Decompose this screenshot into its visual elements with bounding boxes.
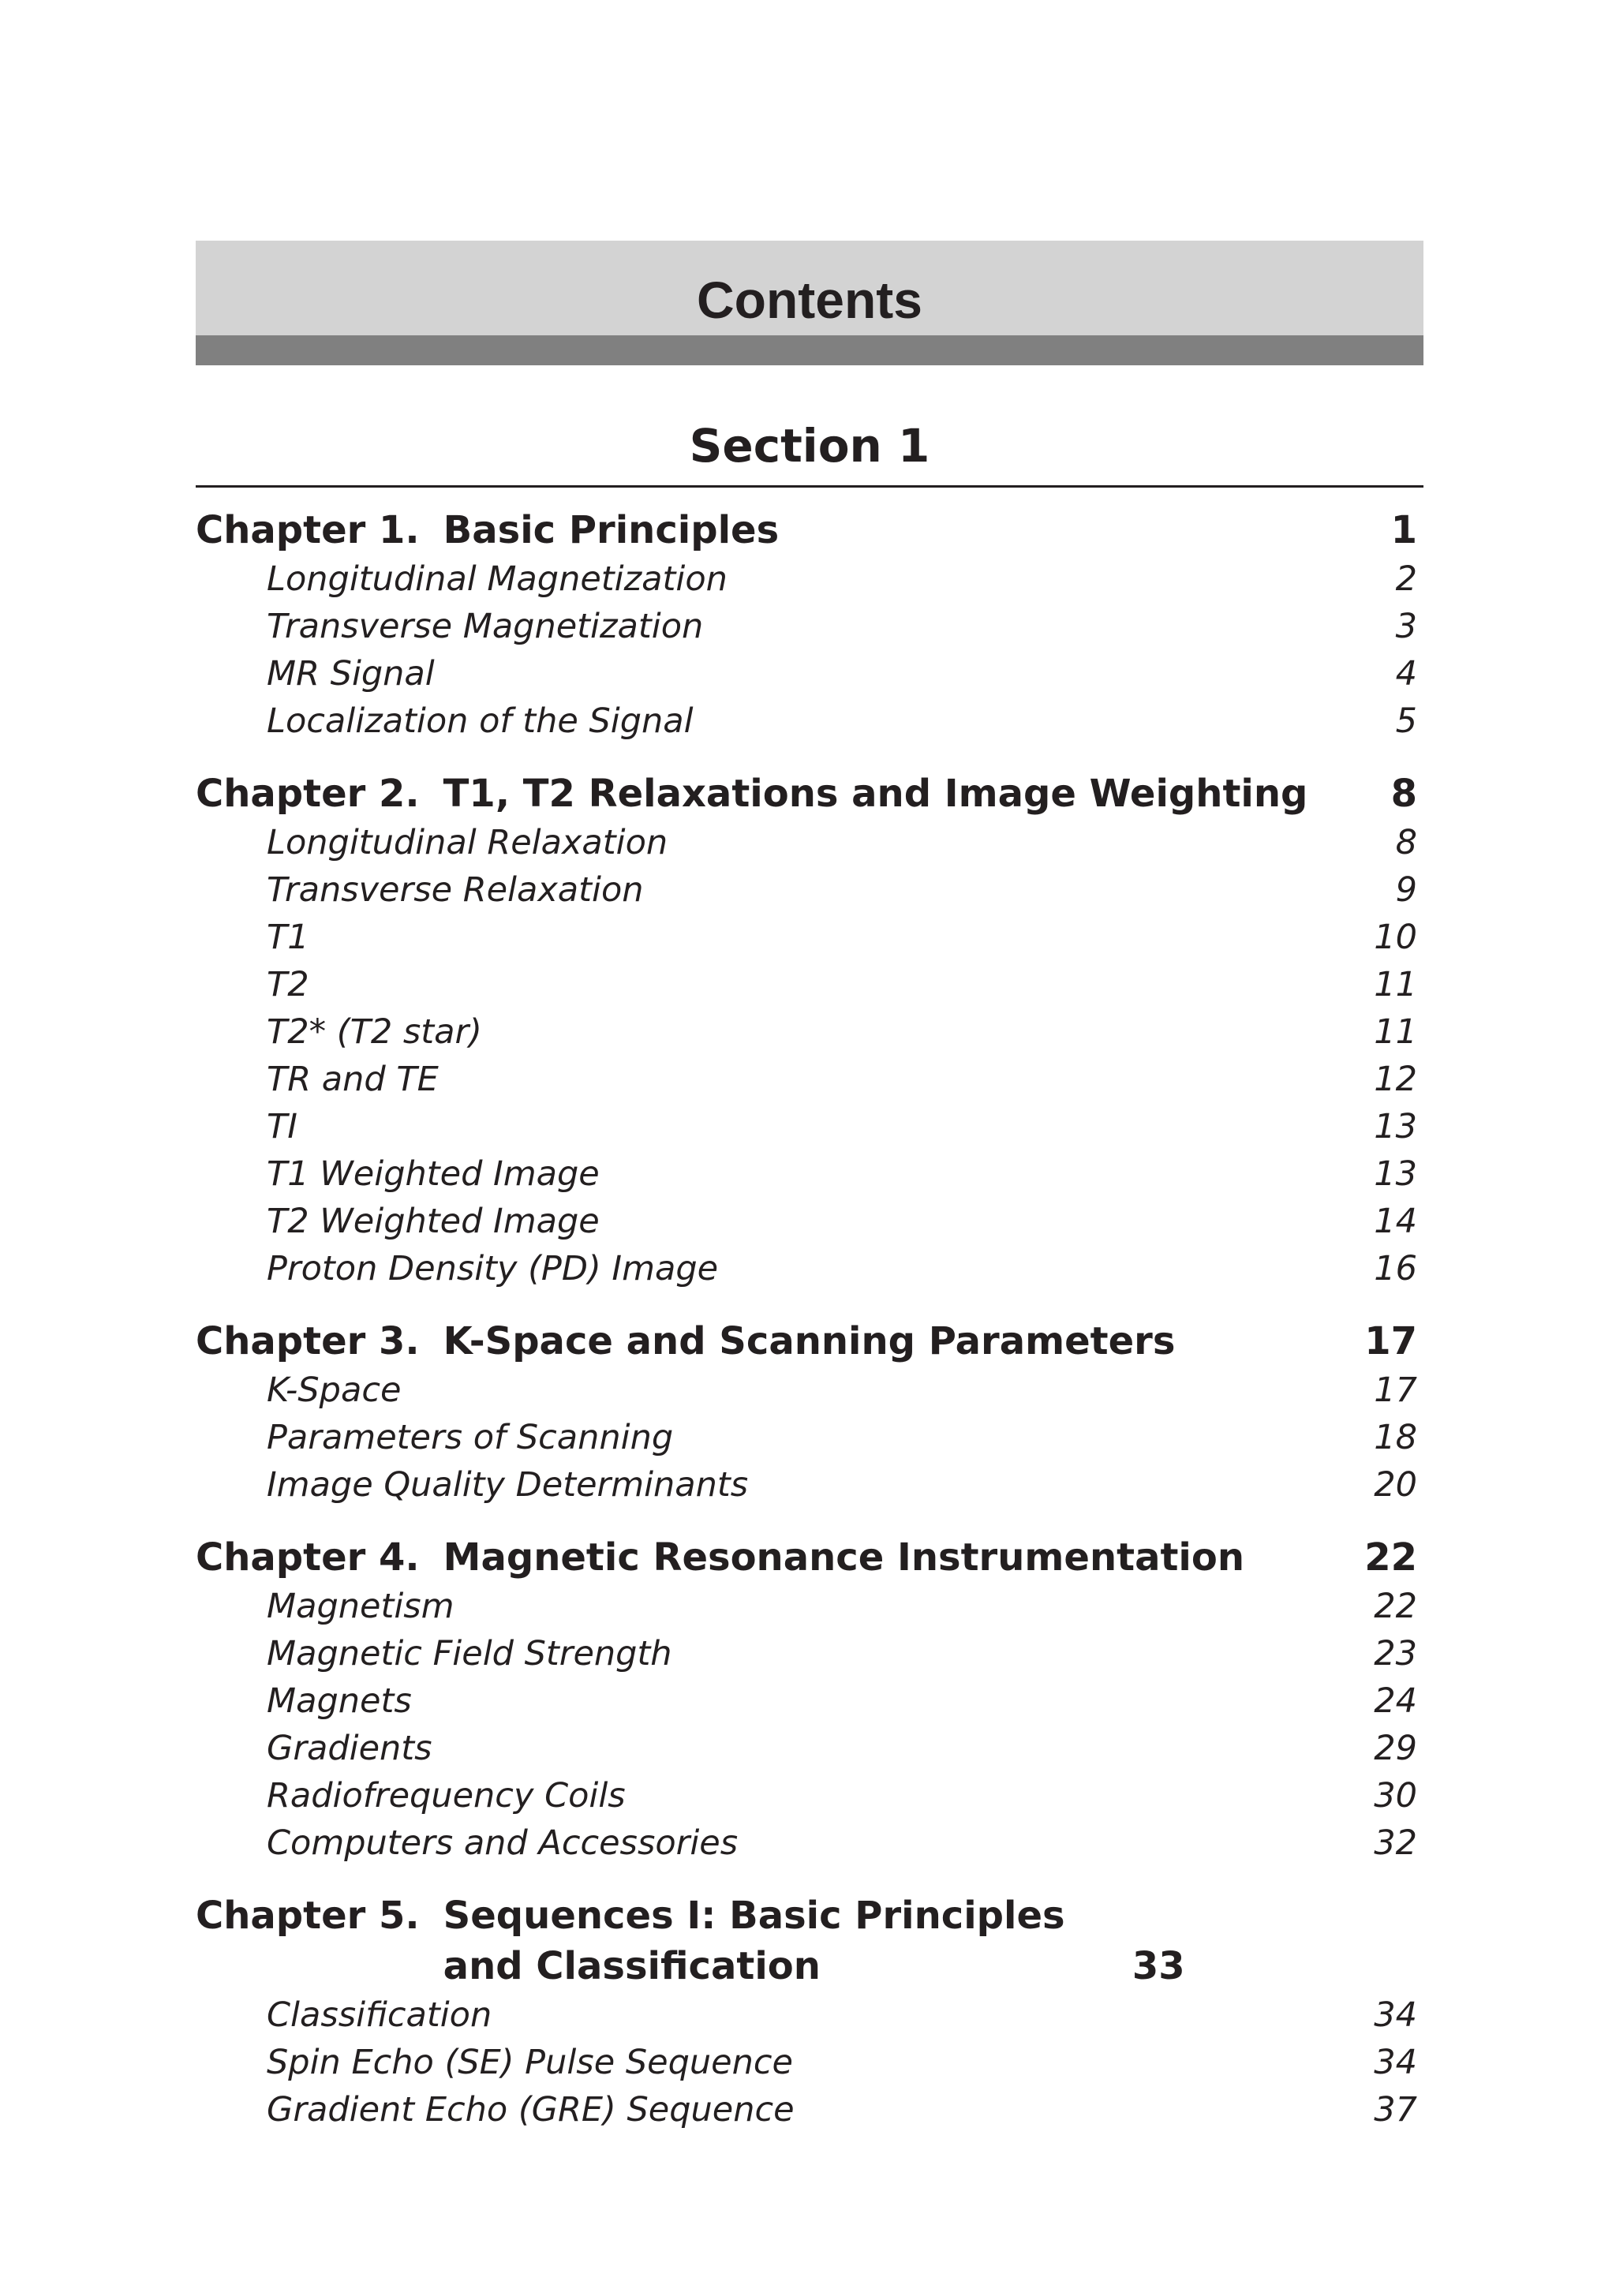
toc-entry[interactable] xyxy=(196,1245,1423,1292)
toc-entry[interactable] xyxy=(196,1630,1423,1677)
entry-page: 29 xyxy=(1374,1729,1417,1768)
chapter-4-heading[interactable] xyxy=(196,1532,1423,1583)
entry-title: Magnets xyxy=(267,1681,412,1721)
chapter-page: 17 xyxy=(1364,1319,1417,1363)
toc-entry[interactable] xyxy=(196,2086,1423,2133)
entry-page: 32 xyxy=(1374,1823,1417,1863)
section-divider xyxy=(196,485,1423,488)
entry-title: T2 Weighted Image xyxy=(267,1202,600,1241)
entry-page: 22 xyxy=(1374,1587,1417,1626)
toc-entry[interactable] xyxy=(196,1725,1423,1772)
toc-entry[interactable] xyxy=(196,603,1423,650)
entry-title: T1 Weighted Image xyxy=(267,1154,600,1194)
entry-page: 12 xyxy=(1374,1060,1417,1099)
entry-title: Gradient Echo (GRE) Sequence xyxy=(267,2090,795,2130)
chapter-page: 22 xyxy=(1364,1535,1417,1580)
contents-page xyxy=(196,241,1423,2133)
toc-entry[interactable] xyxy=(196,1198,1423,1245)
toc-entry[interactable] xyxy=(196,819,1423,866)
chapter-page: 8 xyxy=(1390,772,1417,816)
toc-entry[interactable] xyxy=(196,866,1423,914)
entry-page: 18 xyxy=(1374,1418,1417,1457)
chapter-3-heading[interactable] xyxy=(196,1316,1423,1367)
entry-page: 34 xyxy=(1374,2043,1417,2082)
entry-page: 3 xyxy=(1395,607,1417,646)
entry-title: Gradients xyxy=(267,1729,432,1768)
entry-title: Computers and Accessories xyxy=(267,1823,739,1863)
chapter-5-heading[interactable] xyxy=(196,1890,1423,1991)
entry-page: 14 xyxy=(1374,1202,1417,1241)
entry-title: T2 xyxy=(267,965,309,1004)
chapter-title: Sequences I: Basic Principles and Classification xyxy=(443,1894,1065,1988)
chapter-title: T1, T2 Relaxations and Image Weighting xyxy=(443,772,1308,816)
toc-entry[interactable] xyxy=(196,1367,1423,1414)
toc-entry[interactable] xyxy=(196,1056,1423,1103)
toc-entry[interactable] xyxy=(196,1819,1423,1867)
toc-entry[interactable] xyxy=(196,1461,1423,1509)
entry-page: 34 xyxy=(1374,1995,1417,2035)
entry-page: 16 xyxy=(1374,1249,1417,1288)
entry-title: Magnetic Field Strength xyxy=(267,1634,672,1673)
entry-page: 30 xyxy=(1374,1776,1417,1815)
toc-entry[interactable] xyxy=(196,1991,1423,2039)
entry-title: Longitudinal Magnetization xyxy=(267,559,728,599)
entry-title: Proton Density (PD) Image xyxy=(267,1249,719,1288)
entry-title: Image Quality Determinants xyxy=(267,1465,749,1505)
toc-entry[interactable] xyxy=(196,555,1423,603)
entry-title: Transverse Relaxation xyxy=(267,870,644,910)
entry-page: 10 xyxy=(1374,918,1417,957)
entry-page: 2 xyxy=(1395,559,1417,599)
chapter-number: Chapter 1. xyxy=(196,508,420,552)
entry-page: 23 xyxy=(1374,1634,1417,1673)
entry-page: 5 xyxy=(1395,701,1417,741)
chapter-number: Chapter 4. xyxy=(196,1535,420,1580)
chapter-number: Chapter 3. xyxy=(196,1319,420,1363)
chapter-title: Magnetic Resonance Instrumentation xyxy=(443,1535,1245,1580)
chapter-title: Basic Principles xyxy=(443,508,780,552)
entry-title: T2* (T2 star) xyxy=(267,1012,482,1052)
toc-entry[interactable] xyxy=(196,1103,1423,1150)
entry-title: Transverse Magnetization xyxy=(267,607,704,646)
section-heading: Section 1 xyxy=(689,419,930,473)
entry-page: 4 xyxy=(1395,654,1417,694)
toc-entry[interactable] xyxy=(196,1414,1423,1461)
toc-entry[interactable] xyxy=(196,650,1423,697)
toc-entry[interactable] xyxy=(196,1150,1423,1198)
entry-title: MR Signal xyxy=(267,654,435,694)
chapter-page: 33 xyxy=(1132,1944,1185,1988)
entry-page: 11 xyxy=(1374,1012,1417,1052)
entry-page: 24 xyxy=(1374,1681,1417,1721)
entry-page: 8 xyxy=(1395,823,1417,862)
entry-page: 11 xyxy=(1374,965,1417,1004)
entry-page: 37 xyxy=(1374,2090,1417,2130)
toc-entry[interactable] xyxy=(196,1583,1423,1630)
chapter-number: Chapter 2. xyxy=(196,772,420,816)
entry-title: Magnetism xyxy=(267,1587,454,1626)
page-title: Contents xyxy=(697,271,922,329)
contents-banner xyxy=(196,241,1423,365)
entry-title: T1 xyxy=(267,918,309,957)
chapter-1-heading[interactable] xyxy=(196,505,1423,555)
chapter-2-heading[interactable] xyxy=(196,768,1423,819)
entry-page: 13 xyxy=(1374,1154,1417,1194)
entry-title: TR and TE xyxy=(267,1060,439,1099)
toc-entry[interactable] xyxy=(196,697,1423,745)
entry-title: Classification xyxy=(267,1995,492,2035)
entry-title: Longitudinal Relaxation xyxy=(267,823,668,862)
entry-page: 20 xyxy=(1374,1465,1417,1505)
entry-page: 17 xyxy=(1374,1370,1417,1410)
entry-page: 13 xyxy=(1374,1107,1417,1146)
banner-bar xyxy=(196,335,1423,365)
toc-entry[interactable] xyxy=(196,1677,1423,1725)
entry-title: Localization of the Signal xyxy=(267,701,694,741)
entry-title: TI xyxy=(267,1107,297,1146)
entry-title: Parameters of Scanning xyxy=(267,1418,674,1457)
entry-title: K-Space xyxy=(267,1370,402,1410)
toc-entry[interactable] xyxy=(196,2039,1423,2086)
toc-entry[interactable] xyxy=(196,961,1423,1008)
toc-entry[interactable] xyxy=(196,1008,1423,1056)
chapter-number: Chapter 5. xyxy=(196,1894,420,1938)
toc-entry[interactable] xyxy=(196,1772,1423,1819)
toc-entry[interactable] xyxy=(196,914,1423,961)
chapter-title: K-Space and Scanning Parameters xyxy=(443,1319,1176,1363)
entry-page: 9 xyxy=(1395,870,1417,910)
entry-title: Spin Echo (SE) Pulse Sequence xyxy=(267,2043,793,2082)
entry-title: Radiofrequency Coils xyxy=(267,1776,626,1815)
chapter-page: 1 xyxy=(1390,508,1417,552)
